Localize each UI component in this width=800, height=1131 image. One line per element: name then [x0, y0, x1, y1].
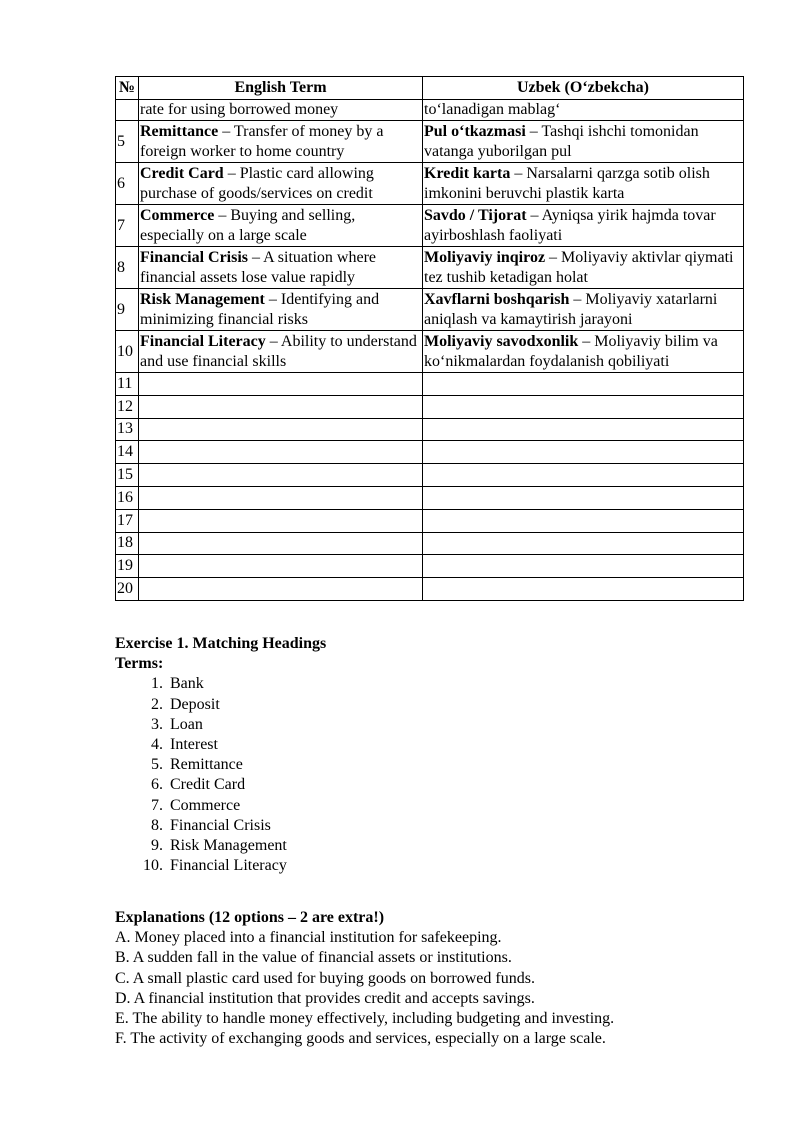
header-english: English Term [139, 77, 423, 100]
term-number: 5. [151, 756, 163, 774]
explanation-item: E. The ability to handle money effectively, including budgeting and investing. [115, 1010, 615, 1028]
english-definition: – A situation where financial assets lose value rapidly [140, 248, 376, 286]
cell-english [139, 247, 423, 289]
header-uzbek: Uzbek (O‘zbekcha) [423, 77, 744, 100]
cell-number: 16 [116, 486, 139, 509]
table-header-row [116, 77, 744, 100]
uzbek-term: Moliyaviy inqiroz [424, 248, 546, 266]
list-item [115, 796, 326, 816]
cell-number: 7 [116, 205, 139, 247]
english-term: Financial Crisis [140, 248, 249, 266]
term-text: Bank [170, 675, 204, 693]
term-text: Remittance [170, 756, 243, 774]
explanations-title: Explanations (12 options – 2 are extra!) [115, 909, 385, 926]
term-text: Financial Literacy [170, 857, 287, 875]
english-definition: – Plastic card allowing purchase of goods/services on credit [140, 164, 374, 202]
header-number: № [116, 77, 139, 100]
cell-number [116, 100, 139, 121]
table-row-empty [116, 373, 744, 396]
uzbek-term: Pul o‘tkazmasi [424, 122, 526, 140]
term-text: Credit Card [170, 776, 246, 794]
cell-english-blank[interactable] [139, 486, 423, 509]
cell-english-blank[interactable] [139, 418, 423, 441]
term-number: 3. [151, 715, 163, 733]
term-number: 9. [151, 837, 163, 855]
table-row [116, 331, 744, 373]
english-definition: – Identifying and minimizing financial risks [140, 290, 380, 328]
cell-uzbek [423, 331, 744, 373]
term-text: Risk Management [170, 837, 287, 855]
uzbek-definition: – Moliyaviy bilim va ko‘nikmalardan foydalanish qobiliyati [424, 332, 718, 370]
term-text: Deposit [170, 695, 220, 713]
table-row-empty [116, 486, 744, 509]
english-term: Financial Literacy [140, 332, 266, 350]
table-row [116, 289, 744, 331]
explanation-item: C. A small plastic card used for buying goods on borrowed funds. [115, 969, 535, 987]
term-text: Commerce [170, 796, 241, 814]
explanation-item: A. Money placed into a financial institution for safekeeping. [115, 929, 502, 947]
cell-uzbek-blank[interactable] [423, 373, 744, 396]
cell-english [139, 205, 423, 247]
table-row-empty [116, 578, 744, 601]
cell-uzbek [423, 289, 744, 331]
english-definition: – Transfer of money by a foreign worker to home country [140, 122, 384, 160]
exercise-title: Exercise 1. Matching Headings [115, 635, 327, 652]
exercise-section [115, 634, 326, 876]
cell-uzbek-blank[interactable] [423, 509, 744, 532]
term-number: 6. [151, 776, 163, 794]
term-number: 2. [151, 695, 163, 713]
explanation-item: B. A sudden fall in the value of financial assets or institutions. [115, 949, 512, 967]
list-item [115, 775, 326, 795]
term-number: 7. [151, 796, 163, 814]
cell-number: 13 [116, 418, 139, 441]
cell-uzbek-blank[interactable] [423, 464, 744, 487]
english-term: Remittance [140, 122, 219, 140]
table-row-empty [116, 418, 744, 441]
cell-english-blank[interactable] [139, 464, 423, 487]
table-row [116, 121, 744, 163]
cell-english-blank[interactable] [139, 555, 423, 578]
cell-english-blank[interactable] [139, 509, 423, 532]
list-item [115, 695, 326, 715]
uzbek-definition: – Ayniqsa yirik hajmda tovar ayirboshlash faoliyati [424, 206, 716, 244]
list-item [115, 715, 326, 735]
english-term: Commerce [140, 206, 215, 224]
english-definition: – Buying and selling, especially on a large scale [140, 206, 356, 244]
uzbek-term: Kredit karta [424, 164, 511, 182]
uzbek-definition: – Tashqi ishchi tomonidan vatanga yuborilgan pul [424, 122, 699, 160]
term-text: Financial Crisis [170, 816, 271, 834]
table-row-empty [116, 532, 744, 555]
cell-number: 9 [116, 289, 139, 331]
uzbek-definition: – Narsalarni qarzga sotib olish imkonini beruvchi plastik karta [424, 164, 710, 202]
table-row-empty [116, 509, 744, 532]
term-number: 10. [143, 857, 163, 875]
cell-english-blank[interactable] [139, 532, 423, 555]
cell-uzbek-blank[interactable] [423, 555, 744, 578]
list-item [115, 735, 326, 755]
cell-number: 18 [116, 532, 139, 555]
list-item [115, 755, 326, 775]
explanations-section [115, 908, 614, 1049]
uzbek-term: Savdo / Tijorat [424, 206, 527, 224]
cell-english [139, 121, 423, 163]
uzbek-term: Xavflarni boshqarish [424, 290, 570, 308]
table-row-empty [116, 464, 744, 487]
cell-number: 6 [116, 163, 139, 205]
table-row [116, 247, 744, 289]
table-row-continuation [116, 100, 744, 121]
explanation-item: F. The activity of exchanging goods and services, especially on a large scale. [115, 1030, 606, 1048]
english-term: Credit Card [140, 164, 224, 182]
english-definition: – Ability to understand and use financial skills [140, 332, 417, 370]
term-text: Interest [170, 736, 218, 754]
table-row-empty [116, 555, 744, 578]
cell-english [139, 289, 423, 331]
uzbek-definition: – Moliyaviy aktivlar qiymati tez tushib ketadigan holat [424, 248, 734, 286]
cell-english-blank[interactable] [139, 395, 423, 418]
cell-uzbek-blank[interactable] [423, 395, 744, 418]
cell-number: 10 [116, 331, 139, 373]
terms-label: Terms: [115, 655, 164, 673]
term-number: 4. [151, 736, 163, 754]
cell-uzbek: to‘lanadigan mablag‘ [423, 100, 744, 121]
cell-number: 14 [116, 441, 139, 464]
cell-number: 15 [116, 464, 139, 487]
cell-english-blank[interactable] [139, 441, 423, 464]
cell-english-blank[interactable] [139, 578, 423, 601]
cell-english [139, 331, 423, 373]
cell-number: 11 [116, 373, 139, 396]
cell-number: 20 [116, 578, 139, 601]
cell-number: 12 [116, 395, 139, 418]
table-row [116, 205, 744, 247]
list-item [115, 816, 326, 836]
glossary-table [115, 76, 744, 601]
term-text: Loan [170, 715, 203, 733]
cell-english: rate for using borrowed money [139, 100, 423, 121]
cell-uzbek [423, 121, 744, 163]
table-row-empty [116, 441, 744, 464]
table-row [116, 163, 744, 205]
terms-list [115, 674, 326, 876]
uzbek-definition: – Moliyaviy xatarlarni aniqlash va kamaytirish jarayoni [424, 290, 718, 328]
cell-uzbek-blank[interactable] [423, 486, 744, 509]
cell-number: 8 [116, 247, 139, 289]
cell-uzbek-blank[interactable] [423, 578, 744, 601]
cell-number: 5 [116, 121, 139, 163]
cell-uzbek [423, 205, 744, 247]
cell-english [139, 163, 423, 205]
cell-uzbek [423, 247, 744, 289]
cell-uzbek-blank[interactable] [423, 532, 744, 555]
cell-english-blank[interactable] [139, 373, 423, 396]
list-item [115, 836, 326, 856]
term-number: 8. [151, 816, 163, 834]
list-item [115, 856, 326, 876]
explanations-list [115, 928, 614, 1049]
cell-number: 17 [116, 509, 139, 532]
table-row-empty [116, 395, 744, 418]
list-item [115, 674, 326, 694]
english-term: Risk Management [140, 290, 265, 308]
cell-number: 19 [116, 555, 139, 578]
uzbek-term: Moliyaviy savodxonlik [424, 332, 579, 350]
cell-uzbek [423, 163, 744, 205]
cell-uzbek-blank[interactable] [423, 441, 744, 464]
term-number: 1. [151, 675, 163, 693]
cell-uzbek-blank[interactable] [423, 418, 744, 441]
explanation-item: D. A financial institution that provides credit and accepts savings. [115, 989, 535, 1007]
